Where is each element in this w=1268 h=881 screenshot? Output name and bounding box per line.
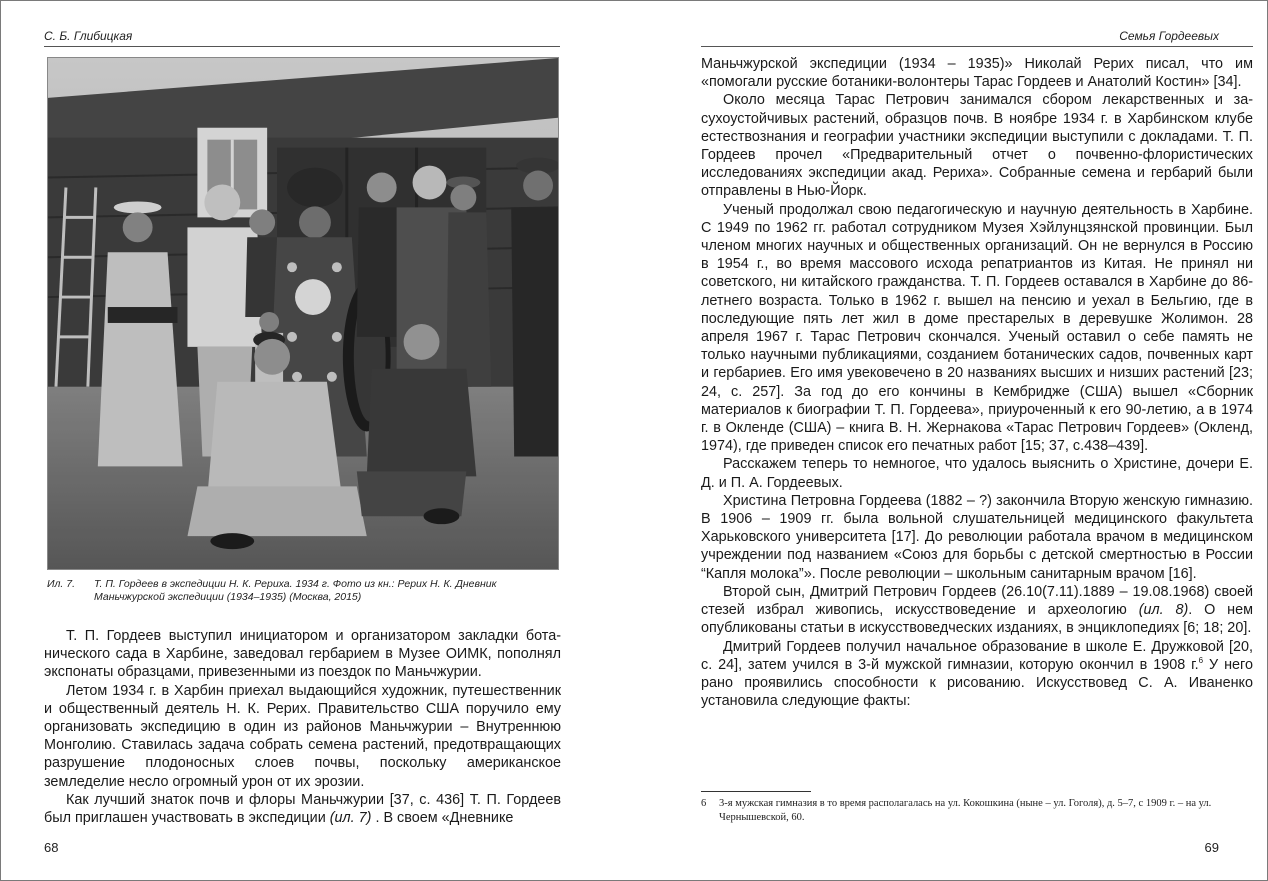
caption-text: Т. П. Гордеев в экспедиции Н. К. Рериха. 1934 г. Фото из кн.: Рерих Н. К. Дневник Маньчжурской экспедиции (1934–1935) (Москва, 2015) <box>94 578 497 603</box>
photo-group-portrait-icon <box>48 58 558 569</box>
footnote <box>701 797 1253 824</box>
footnote-text: 3-я мужская гимназия в то время располагалась на ул. Кокошкина (ныне – ул. Гоголя), д. 5–7, с 1909 г. – на ул. Чернышевской, 60. <box>719 798 1212 823</box>
page-number-left: 68 <box>44 840 59 855</box>
paragraph: Расскажем теперь то немногое, что удалось выяснить о Христине, дочери Е. Д. и П. А. Гордеевых. <box>701 456 1253 491</box>
text-span: Дмитрий Гордеев получил начальное образование в школе Е. Дружковой [20, с. 24], затем учился в 3-й мужской гимназии, которую окончил в 1908 г. <box>701 638 1253 673</box>
paragraph-with-footnote-ref <box>701 638 1253 711</box>
paragraph-with-figure-ref <box>44 791 561 827</box>
text-span: У него рано проявились способности к рисованию. Искусствовед С. А. Иваненко установила следующие факты: <box>701 656 1253 710</box>
head-rule-left <box>44 46 560 47</box>
figure-reference: (ил. 7) <box>329 810 372 827</box>
continued-paragraph: Маньчжурской экспедиции (1934 – 1935)» Николай Рерих писал, что им «помогали русские ботаники-волонтеры Тарас Гордеев и Анатолий Костин» [34]. <box>701 56 1253 91</box>
left-page <box>1 1 635 880</box>
paragraph: Т. П. Гордеев выступил инициатором и организатором закладки ботанического сада в Харбине, заведовал гербарием в Музее ОИМК, пополнял экспонаты образцами, привезенными из поездок по Маньчжурии. <box>44 628 561 681</box>
paragraph: Ученый продолжал свою педагогическую и научную деятельность в Харбине. С 1949 по 1962 гг. работал сотрудником Музея Хэйлунцзянской провинции. Был членом многих научных и общественных организаций. Он не вернулся в Россию в 1954 г., во время массового исхода репатриантов из Китая. Не принял ни советского, ни китайского гражданства. Т. П. Гордеев оставался в Харбине до 86-летнего возраста. Только в 1962 г. вышел на пенсию и уехал в Бельгию, где в последующие пять лет жил в доме престарелых в деревушке Жолимон. 28 апреля 1967 г. Тарас Петрович скончался. Ученый оставил о себе память не только научными публикациями, созданием ботанических садов, почвенных карт и гербариев. Его имя увековечено в 20 названиях высших и низших растений [23; 24, с. 257]. За год до его кончины в Кембридже (США) вышел «Сборник материалов к биографии Т. П. Гордеева», приуроченный к его 90-летию, а в 1974 г. в Окленде (США) – книга В. Н. Жернакова «Тарас Петрович Гордеев» (Окленд, 1974), где приведен список его печатных работ [15; 37, с.438–439]. <box>701 201 1253 455</box>
footnote-reference: 6 <box>1198 655 1204 665</box>
caption-number: Ил. 7. <box>47 578 76 590</box>
text-span: . О нем опубликованы статьи в искусствоведческих изданиях, в энциклопедиях [6; 18; 20]. <box>701 602 1253 637</box>
running-head-right: Семья Гордеевых <box>1119 29 1219 43</box>
text-span: . В своем «Дневнике <box>371 810 514 827</box>
paragraph-with-figure-ref <box>701 583 1253 638</box>
right-page <box>635 1 1268 880</box>
paragraph: Летом 1934 г. в Харбин приехал выдающийся художник, путешественник и общественный деятель Н. К. Рерих. Правительство США поручило ему организовать экспедицию в один из районов Маньчжурии – Внутреннюю Монголию. Ставилась задача собрать семена растений, предотвращающих разрушение плодоносных слоев почвы, поскольку американское земледелие несло огромный урон от их эрозии. <box>44 682 561 790</box>
paragraph: Около месяца Тарас Петрович занимался сбором лекарственных и засухоустойчивых растений, образцов почв. В ноябре 1934 г. в Харбинском клубе естествознания и географии участники экспедиции выступили с докладами. Т. П. Гордеев прочел «Предварительный отчет о почвенно-флористических исследованиях экспедиции акад. Рериха». Собранные семена и гербарий были отправлены в Нью-Йорк. <box>701 92 1253 200</box>
figure-reference: (ил. 8) <box>1138 602 1189 619</box>
running-head-left: С. Б. Глибицкая <box>44 29 133 43</box>
expedition-photo <box>47 57 559 570</box>
head-rule-right <box>701 46 1253 47</box>
photo-caption <box>47 578 561 604</box>
footnote-rule <box>701 791 811 792</box>
footnote-number: 6 <box>701 798 707 809</box>
page-number-right: 69 <box>1204 840 1219 855</box>
text-span: Второй сын, Дмитрий Петрович Гордеев (26.10(7.11).1889 – 19.08.1968) своей стезей избрал живопись, искусствоведение и археологию <box>701 583 1253 619</box>
right-body-text <box>701 55 1253 710</box>
text-span: Как лучший знаток почв и флоры Маньчжурии [37, с. 436] Т. П. Гордеев был приглашен участвовать в экспедиции <box>44 791 561 827</box>
paragraph: Христина Петровна Гордеева (1882 – ?) закончила Вторую женскую гимназию. В 1906 – 1909 гг. была вольной слушательницей медицинского факультета Харьковского университета [17]. До революции работала врачом в медицинском учреждении под названием «Союз для борьбы с детской смертностью в России “Капля молока”». После революции – школьным санитарным врачом [16]. <box>701 492 1253 582</box>
left-body-text <box>44 627 561 827</box>
